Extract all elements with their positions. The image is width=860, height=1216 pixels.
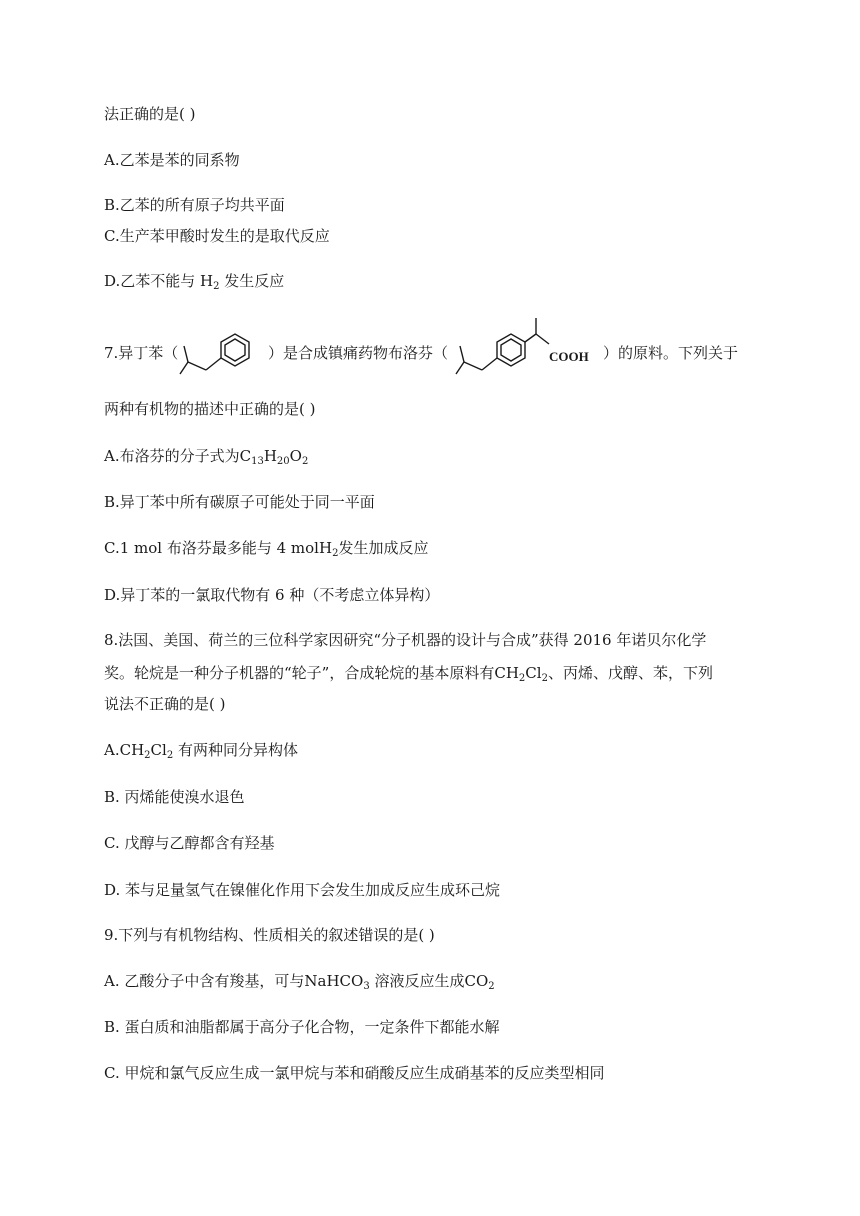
q7-option-d: D.异丁苯的一氯取代物有 6 种（不考虑立体异构） [104,586,440,604]
q7-stem-part1: 7.异丁苯（ [104,344,179,362]
q6-stem-end: 法正确的是( ) [104,105,196,123]
q7-option-b: B.异丁苯中所有碳原子可能处于同一平面 [104,493,375,511]
q9-option-b: B. 蛋白质和油脂都属于高分子化合物，一定条件下都能水解 [104,1018,500,1036]
q8-stem-line2: 奖。轮烷是一种分子机器的“轮子”，合成轮烷的基本原料有$CH_2Cl_2$、丙烯、戊醇、苯，下列 [104,664,713,684]
q9-option-c: C. 甲烷和氯气反应生成一氯甲烷与苯和硝酸反应生成硝基苯的反应类型相同 [104,1064,605,1082]
ibuprofen-structure [452,312,602,382]
q8-stem-line3: 说法不正确的是( ) [104,695,226,713]
q7-option-a: A.布洛芬的分子式为$C_{13}H_{20}O_2$ [104,447,309,467]
q8-option-b: B. 丙烯能使溴水退色 [104,788,245,806]
q6-option-a: A.乙苯是苯的同系物 [104,151,240,169]
q7-option-c: C.1 mol 布洛芬最多能与 4 molH$_2$发生加成反应 [104,539,429,559]
q7-stem-line2: 两种有机物的描述中正确的是( ) [104,400,316,418]
q6-option-d: D.乙苯不能与 $H_2$ 发生反应 [104,272,285,292]
q9-stem: 9.下列与有机物结构、性质相关的叙述错误的是( ) [104,926,435,944]
q8-stem-line1: 8.法国、美国、荷兰的三位科学家因研究“分子机器的设计与合成”获得 2016 年诺贝尔化学 [104,631,707,649]
q7-stem-part3: ）的原料。下列关于 [603,344,739,362]
q9-option-a: A. 乙酸分子中含有羧基，可与NaHCO$_3$ 溶液反应生成$CO_2$ [104,972,495,992]
isobutylbenzene-structure [176,322,266,380]
q8-option-a: $A.CH_2Cl_2$ 有两种同分异构体 [104,741,298,761]
q8-option-c: C. 戊醇与乙醇都含有羟基 [104,834,275,852]
q8-option-d: D. 苯与足量氢气在镍催化作用下会发生加成反应生成环己烷 [104,881,501,899]
q6-option-c: C.生产苯甲酸时发生的是取代反应 [104,227,330,245]
cooh-label: COOH [549,349,589,364]
q7-stem-part2: ）是合成镇痛药物布洛芬（ [268,344,449,362]
q6-option-b: B.乙苯的所有原子均共平面 [104,196,285,214]
